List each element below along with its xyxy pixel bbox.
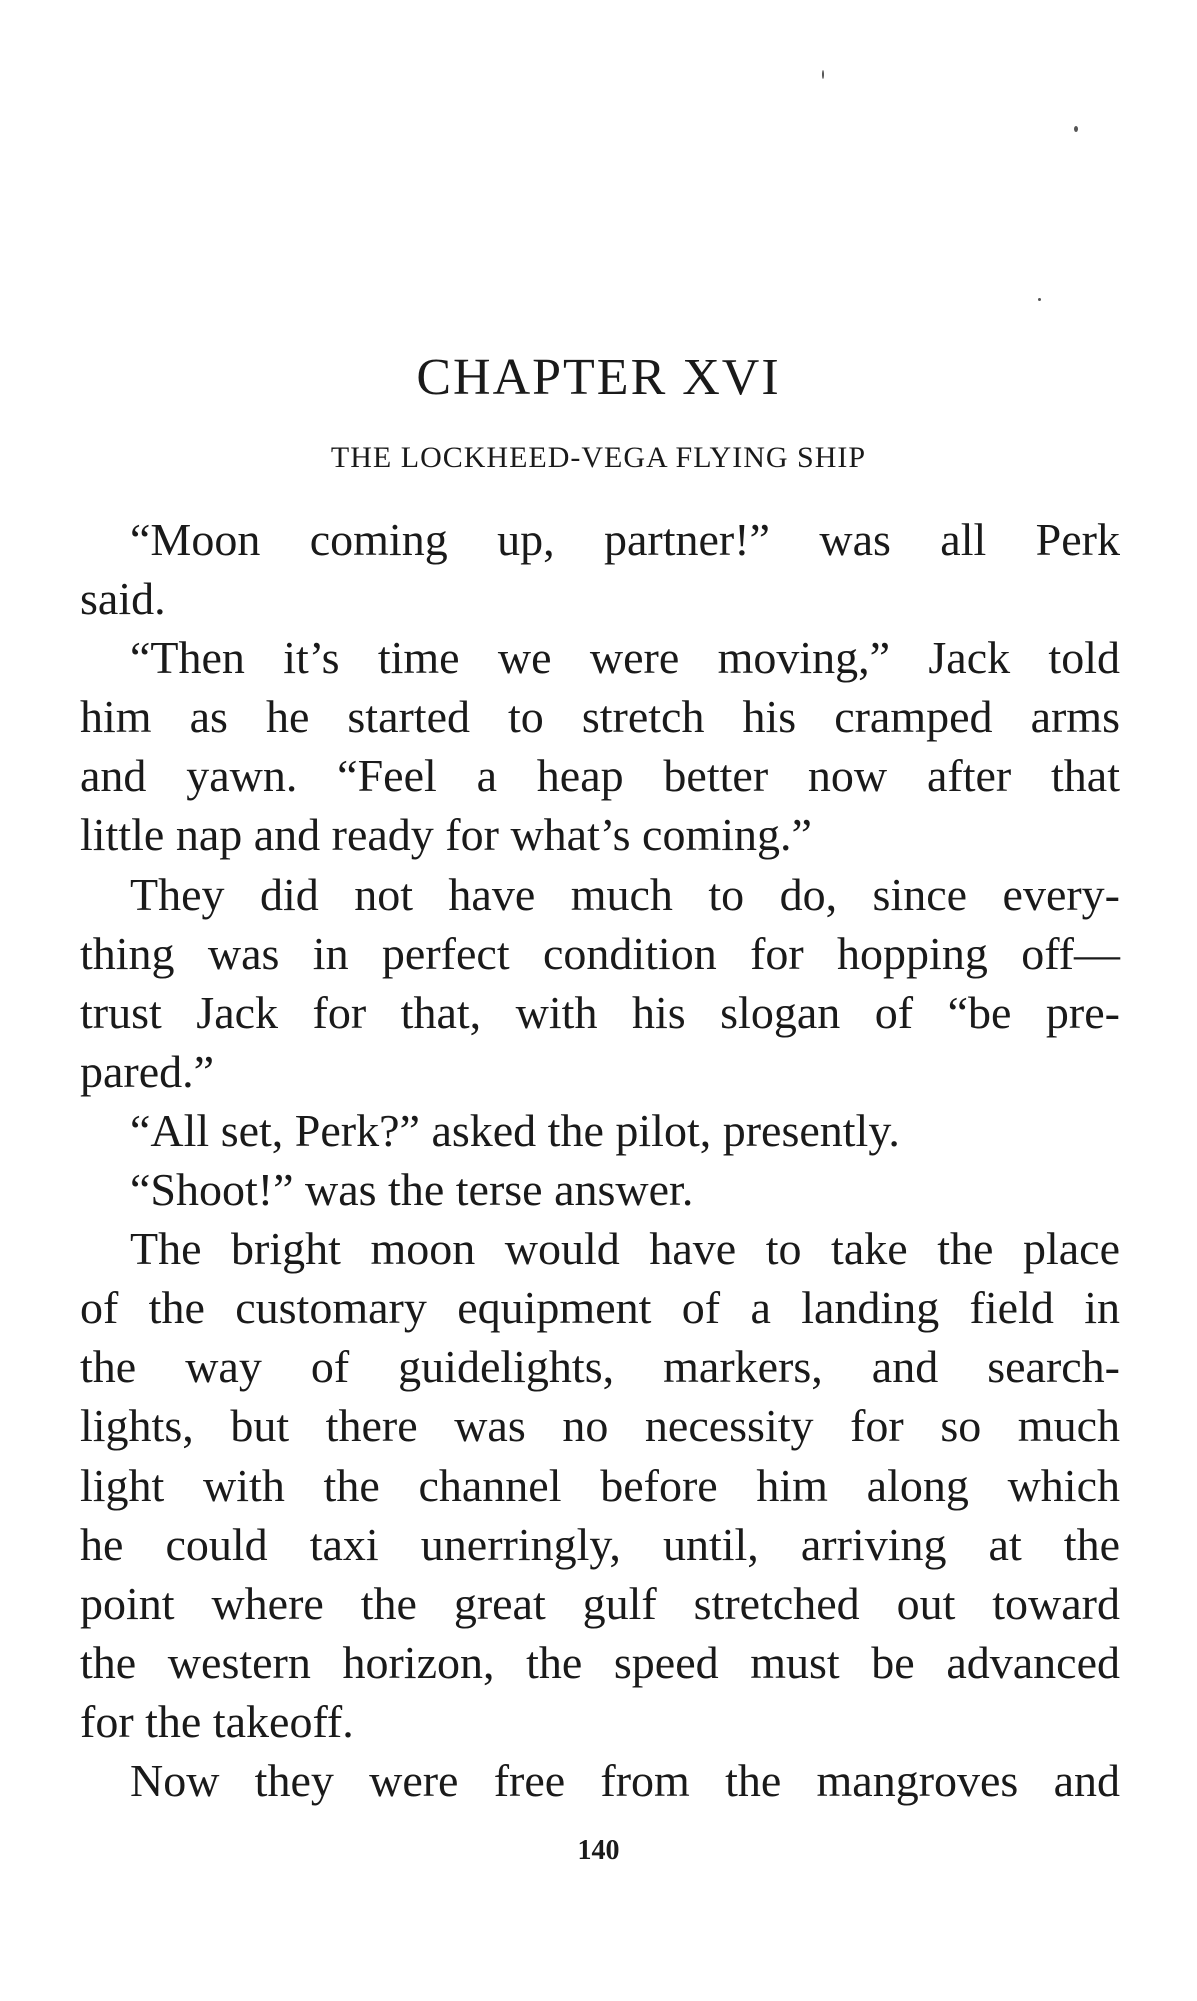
text-line: “All set, Perk?” asked the pilot, presently. xyxy=(130,1104,900,1156)
text-line: him as he started to stretch his cramped arms xyxy=(80,691,1120,743)
text-line: thing was in perfect condition for hopping off— xyxy=(80,927,1120,979)
text-line: They did not have much to do, since every- xyxy=(130,868,1120,920)
text-line: “Moon coming up, partner!” was all Perk xyxy=(130,514,1120,565)
page-number: 140 xyxy=(577,1835,620,1866)
text-line: pared.” xyxy=(80,1045,215,1097)
text-line: said. xyxy=(80,573,166,625)
text-line: trust Jack for that, with his slogan of “be pre- xyxy=(80,986,1120,1038)
chapter-number: CHAPTER XVI xyxy=(416,349,781,406)
paper-speck xyxy=(822,70,824,79)
text-line: “Then it’s time we were moving,” Jack told xyxy=(130,632,1120,684)
paper-speck xyxy=(1038,298,1041,301)
chapter-title: THE LOCKHEED-VEGA FLYING SHIP xyxy=(330,441,867,474)
text-line: for the takeoff. xyxy=(80,1695,354,1747)
text-line: and yawn. “Feel a heap better now after that xyxy=(80,750,1120,802)
body-text xyxy=(80,510,1120,1810)
text-line: the western horizon, the speed must be advanced xyxy=(80,1636,1120,1688)
text-line: lights, but there was no necessity for so much xyxy=(80,1400,1120,1452)
text-line: he could taxi unerringly, until, arriving at the xyxy=(80,1518,1120,1570)
text-line: light with the channel before him along which xyxy=(80,1459,1120,1511)
text-line: point where the great gulf stretched out toward xyxy=(80,1577,1120,1629)
text-line: of the customary equipment of a landing field in xyxy=(80,1282,1120,1334)
paper-speck xyxy=(1074,126,1078,132)
text-line: the way of guidelights, markers, and search- xyxy=(80,1341,1120,1393)
text-line: little nap and ready for what’s coming.” xyxy=(80,809,812,861)
text-line: “Shoot!” was the terse answer. xyxy=(130,1164,694,1216)
text-line: The bright moon would have to take the place xyxy=(130,1223,1120,1275)
text-line: Now they were free from the mangroves and xyxy=(130,1754,1120,1806)
